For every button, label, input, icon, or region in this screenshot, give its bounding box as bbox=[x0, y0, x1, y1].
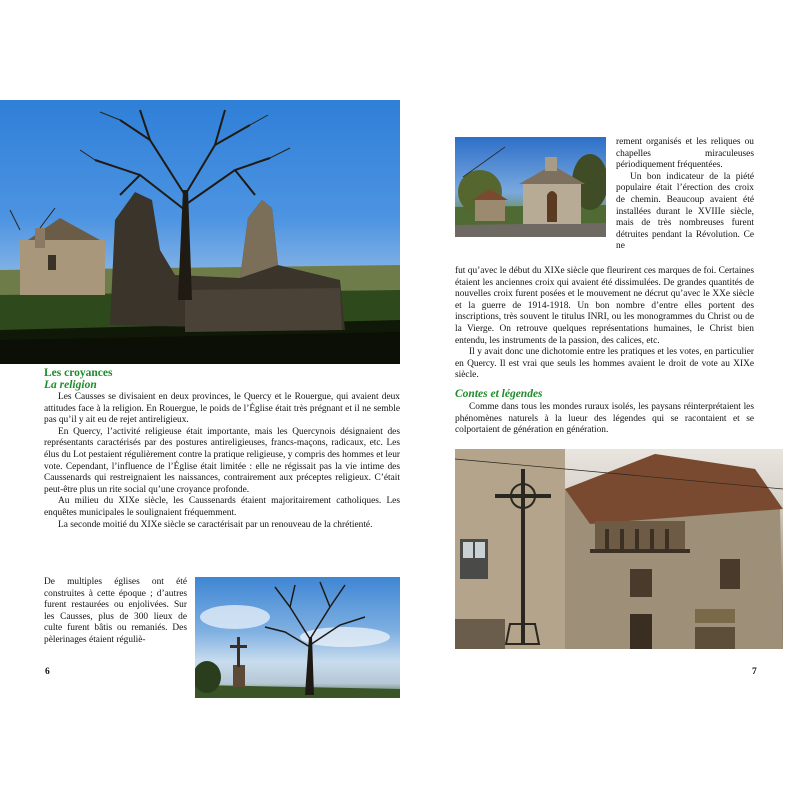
page-number-right: 7 bbox=[752, 667, 757, 677]
paragraph: La seconde moitié du XIXe siècle se caractérisait par un renouveau de la chrétienté. bbox=[58, 519, 373, 530]
croix-text-wrap bbox=[616, 137, 754, 253]
religion-text-wrap bbox=[44, 577, 187, 647]
paragraph: fut qu’avec le début du XIXe siècle que fleurirent ces marques de foi. Certaines étaient les anciennes croix qui avaient été dissimulées. De grandes quantités de nouvelles croix furent posées et le mouvement ne décrut qu’avec le XXe siècle et la guerre de 1914-1918. Un bon nombre d’entre elles portent des inscriptions, très souvent le titulus INRI, ou les monogrammes du Christ ou de la Vierge. On retrouve quelques représentations humaines, le Christ bien entendu, les instruments de la passion, des calices, etc. bbox=[455, 266, 754, 346]
paragraph: De multiples églises ont été construites à cette époque ; d’autres furent restaurées ou enjolivées. Sur les Causses, plus de 300 lieux de culte furent bâtis ou remaniés. Des pèlerinages étaient réguliè- bbox=[44, 577, 187, 645]
ruins-illustration bbox=[0, 100, 400, 364]
paragraph: Un bon indicateur de la piété populaire était l’érection des croix de chemin. Beaucoup avaient été installées durant le XVIIIe siècle, mais de très nombreuses furent détruites pendant la Révolution. Ce ne bbox=[616, 171, 754, 252]
subheading-contes: Contes et légendes bbox=[455, 388, 543, 400]
paragraph: rement organisés et les reliques ou chapelles miraculeuses périodiquement fréquentées. bbox=[616, 137, 754, 171]
contes-text bbox=[455, 402, 754, 437]
chapel-illustration bbox=[455, 137, 606, 237]
chapel-photo bbox=[455, 137, 606, 237]
subheading-religion: La religion bbox=[44, 379, 97, 391]
religion-text bbox=[44, 392, 400, 531]
page-number-left: 6 bbox=[45, 667, 50, 677]
right-page bbox=[420, 0, 800, 800]
village-illustration bbox=[455, 449, 783, 649]
paragraph: Il y avait donc une dichotomie entre les pratiques et les votes, en particulier en Quercy. Il est vrai que seuls les hommes avaient le droit de vote au XIXe siècle. bbox=[455, 347, 754, 381]
section-heading-croyances: Les croyances bbox=[44, 367, 113, 379]
ruins-photo bbox=[0, 100, 400, 364]
paragraph: Comme dans tous les mondes ruraux isolés, les paysans réinterprétaient les phénomènes naturels à la lueur des légendes qui se racontaient et se colportaient de génération en génération. bbox=[455, 402, 754, 436]
croix-text bbox=[455, 266, 754, 382]
cross-and-tree-photo bbox=[195, 577, 400, 698]
paragraph: En Quercy, l’activité religieuse était importante, mais les Quercynois désignaient des représentants caractérisés par des postures antireligieuses, francs-maçons, radicaux, etc. Les élus du Lot pestaient régulièrement contre la pratique religieuse, y compris des hommes et leur vote. Cependant, l’influence de l’Église était limitée : elle ne régissait pas la vie intime des Caussenards qui restreignaient les naissances, contrairement aux préceptes religieux. C’était peut-être plus un rite social qu’une croyance profonde. bbox=[44, 426, 400, 495]
paragraph: Les Causses se divisaient en deux provinces, le Quercy et le Rouergue, qui avaient deux attitudes face à la religion. En Rouergue, le poids de l’Église était très prégnant et il ne semble pas qu’il y ait eu de rejet antireligieux. bbox=[44, 392, 400, 426]
village-cross-photo bbox=[455, 449, 783, 649]
cross-tree-illustration bbox=[195, 577, 400, 698]
paragraph: Au milieu du XIXe siècle, les Caussenards étaient majoritairement catholiques. Les enquêtes municipales le soulignaient fréquemment. bbox=[44, 496, 400, 518]
